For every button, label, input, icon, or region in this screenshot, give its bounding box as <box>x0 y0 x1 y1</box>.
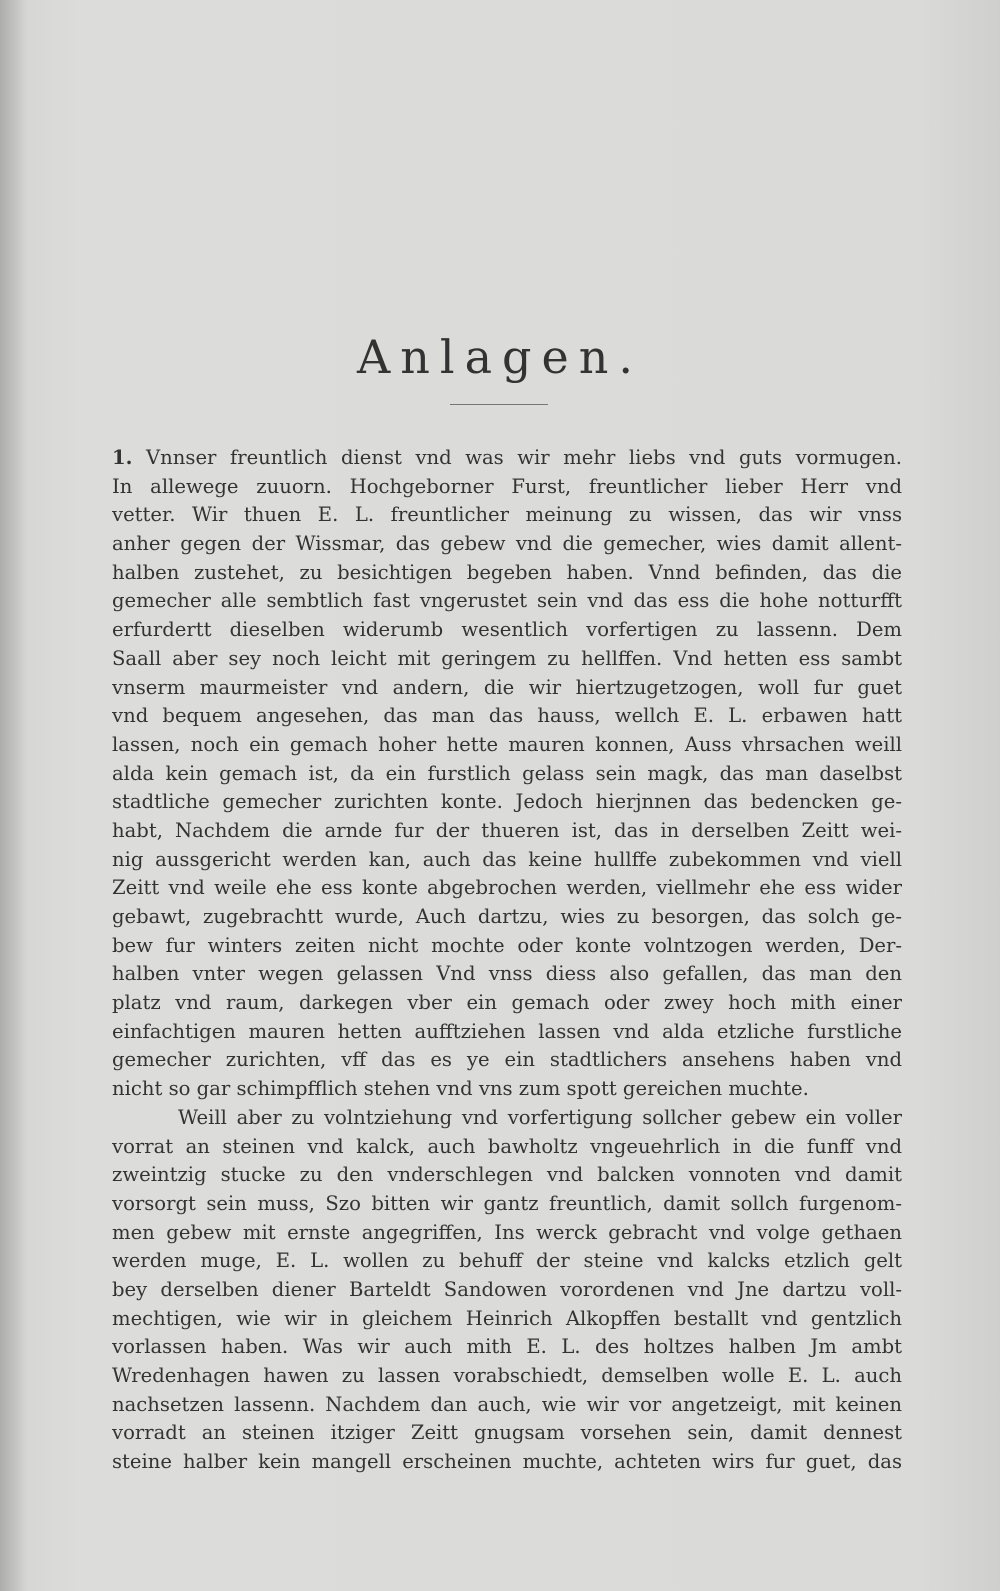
text-line: gemecher alle sembtlich fast vngerustet sein vnd das ess die hohe notturfft <box>112 589 902 613</box>
text-line: gemecher zurichten, vff das es ye ein stadtlichers ansehens haben vnd <box>112 1048 902 1072</box>
text-line: vnserm maurmeister vnd andern, die wir hiertzugetzogen, woll fur guet <box>112 675 902 699</box>
text-line: steine halber kein mangell erscheinen muchte, achteten wirs fur guet, das <box>112 1450 902 1474</box>
text-line: werden muge, E. L. wollen zu behuff der steine vnd kalcks etzlich gelt <box>112 1249 902 1273</box>
book-spine-shadow <box>0 0 26 1591</box>
text-line: zweintzig stucke zu den vnderschlegen vnd balcken vonnoten vnd damit <box>112 1163 902 1187</box>
text-line: einfachtigen mauren hetten aufftziehen lassen vnd alda etzliche furstliche <box>112 1019 902 1043</box>
text-line: nig aussgericht werden kan, auch das keine hullffe zubekommen vnd viell <box>112 847 902 871</box>
text-line: halben zustehet, zu besichtigen begeben haben. Vnnd befinden, das die <box>112 560 902 584</box>
text-line: platz vnd raum, darkegen vber ein gemach oder zwey hoch mith einer <box>112 991 902 1015</box>
page-title: Anlagen. <box>357 330 643 384</box>
text-line: Weill aber zu volntziehung vnd vorfertigung sollcher gebew ein voller <box>178 1105 902 1129</box>
text-line: lassen, noch ein gemach hoher hette mauren konnen, Auss vhrsachen weill <box>112 732 902 756</box>
text-line: In allewege zuuorn. Hochgeborner Furst, freuntlicher lieber Herr vnd <box>112 474 902 498</box>
text-line: vnd bequem angesehen, das man das hauss, wellch E. L. erbawen hatt <box>112 704 902 728</box>
text-line: gebawt, zugebrachtt wurde, Auch dartzu, wies zu besorgen, das solch ge- <box>112 905 902 928</box>
text-line: erfurdertt dieselben widerumb wesentlich vorfertigen zu lassenn. Dem <box>112 618 902 642</box>
text-line: anher gegen der Wissmar, das gebew vnd die gemecher, wies damit allent- <box>112 532 902 556</box>
text-line <box>112 444 902 473</box>
text-line: Zeitt vnd weile ehe ess konte abgebrochen werden, viellmehr ehe ess wider <box>112 876 902 900</box>
text-line: halben vnter wegen gelassen Vnd vnss diess also gefallen, das man den <box>112 962 902 986</box>
text-line: mechtigen, wie wir in gleichem Heinrich Alkopffen bestallt vnd gentzlich <box>112 1306 902 1330</box>
text-line: stadtliche gemecher zurichten konte. Jedoch hierjnnen das bedencken ge- <box>112 790 902 814</box>
line-text: Vnnser freuntlich dienst vnd was wir mehr liebs vnd guts vormugen. <box>146 446 902 469</box>
title-divider <box>450 404 548 405</box>
document-body <box>112 444 902 1477</box>
text-line: habt, Nachdem die arnde fur der thueren ist, das in derselben Zeitt wei- <box>112 818 902 842</box>
text-line: vorlassen haben. Was wir auch mith E. L. des holtzes halben Jm ambt <box>112 1335 902 1359</box>
text-line: vetter. Wir thuen E. L. freuntlicher meinung zu wissen, das wir vnss <box>112 503 902 527</box>
text-line: men gebew mit ernste angegriffen, Ins werck gebracht vnd volge gethaen <box>112 1220 902 1244</box>
text-line: bew fur winters zeiten nicht mochte oder konte volntzogen werden, Der- <box>112 933 902 957</box>
text-line: Saall aber sey noch leicht mit geringem zu hellffen. Vnd hetten ess sambt <box>112 646 902 670</box>
text-line: bey derselben diener Barteldt Sandowen vorordenen vnd Jne dartzu voll- <box>112 1277 902 1301</box>
text-line: vorsorgt sein muss, Szo bitten wir gantz freuntlich, damit sollch furgenom- <box>112 1191 902 1215</box>
text-line: nachsetzen lassenn. Nachdem dan auch, wie wir vor angetzeigt, mit keinen <box>112 1392 902 1416</box>
section-number: 1. <box>112 446 133 469</box>
text-line: nicht so gar schimpfflich stehen vnd vns zum spott gereichen muchte. <box>112 1077 809 1101</box>
text-line: vorradt an steinen itziger Zeitt gnugsam vorsehen sein, damit dennest <box>112 1421 902 1445</box>
text-line: alda kein gemach ist, da ein furstlich gelass sein magk, das man daselbst <box>112 761 902 785</box>
text-line: Wredenhagen hawen zu lassen vorabschiedt, demselben wolle E. L. auch <box>112 1364 902 1387</box>
text-line: vorrat an steinen vnd kalck, auch bawholtz vngeuehrlich in die funff vnd <box>112 1134 902 1158</box>
